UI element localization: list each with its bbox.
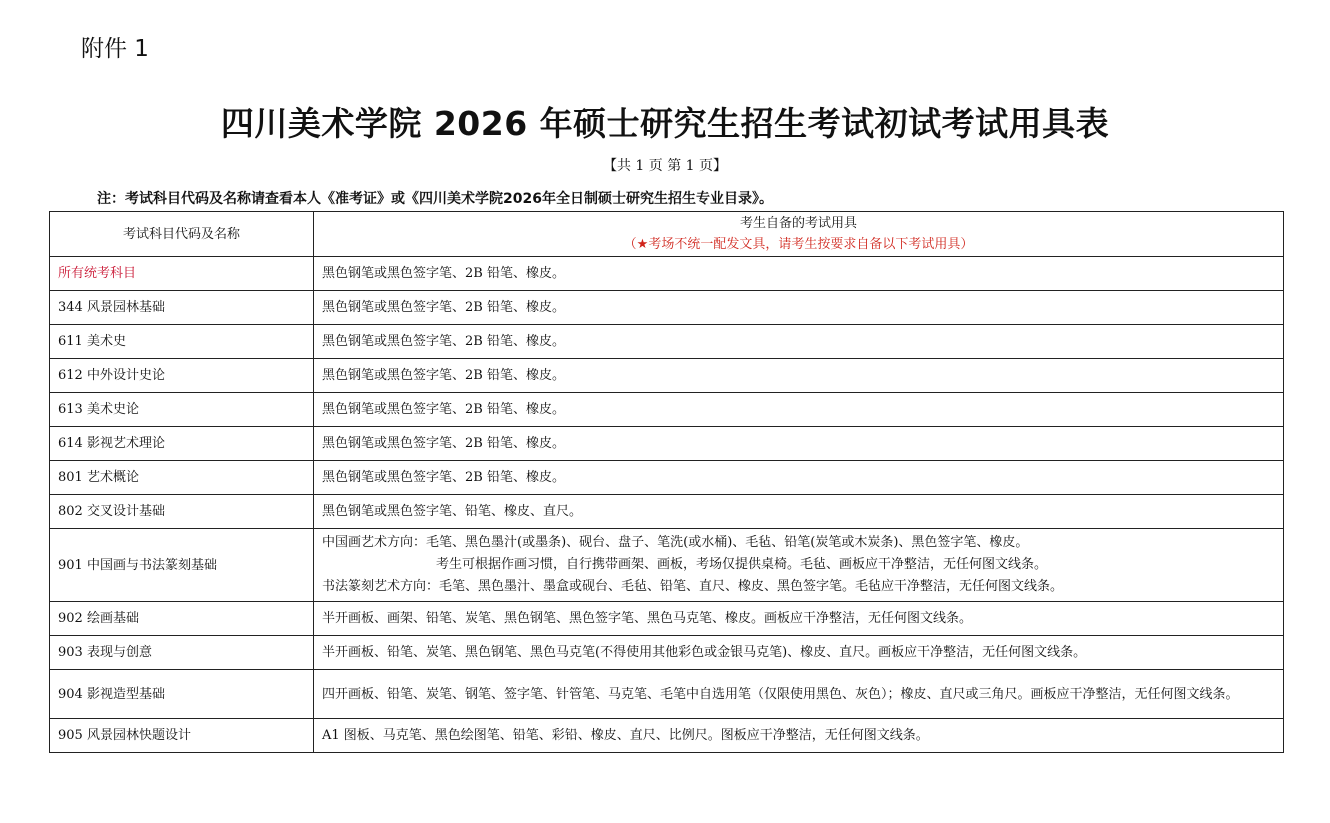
row-tools: 黑色钢笔或黑色签字笔、铅笔、橡皮、直尺。 <box>314 495 1284 529</box>
row-code: 613 美术史论 <box>50 393 314 427</box>
row-code: 344 风景园林基础 <box>50 291 314 325</box>
row-tools: 黑色钢笔或黑色签字笔、2B 铅笔、橡皮。 <box>314 325 1284 359</box>
row-code: 所有统考科目 <box>50 257 314 291</box>
row-tools: A1 图板、马克笔、黑色绘图笔、铅笔、彩铅、橡皮、直尺、比例尺。图板应干净整洁，无任何图文线条。 <box>314 719 1284 753</box>
row-code: 802 交叉设计基础 <box>50 495 314 529</box>
row-tools: 半开画板、画架、铅笔、炭笔、黑色钢笔、黑色签字笔、黑色马克笔、橡皮。画板应干净整洁，无任何图文线条。 <box>314 602 1284 636</box>
row-code: 903 表现与创意 <box>50 636 314 670</box>
table-header-row <box>50 212 1284 257</box>
table-row <box>50 719 1284 753</box>
table-row <box>50 636 1284 670</box>
row-code: 902 绘画基础 <box>50 602 314 636</box>
attachment-label: 附件 1 <box>81 36 149 62</box>
row-tools-multiline <box>314 529 1284 602</box>
header-code: 考试科目代码及名称 <box>50 212 314 257</box>
table-row <box>50 291 1284 325</box>
page-info: 【共 1 页 第 1 页】 <box>602 158 728 174</box>
table-row <box>50 359 1284 393</box>
row-tools: 黑色钢笔或黑色签字笔、2B 铅笔、橡皮。 <box>314 427 1284 461</box>
table-row <box>50 529 1284 602</box>
row-code: 611 美术史 <box>50 325 314 359</box>
table-row <box>50 427 1284 461</box>
row-code: 901 中国画与书法篆刻基础 <box>50 529 314 602</box>
table-row <box>50 325 1284 359</box>
row-code: 614 影视艺术理论 <box>50 427 314 461</box>
table-row <box>50 495 1284 529</box>
row-tools: 黑色钢笔或黑色签字笔、2B 铅笔、橡皮。 <box>314 257 1284 291</box>
document-title: 四川美术学院 2026 年硕士研究生招生考试初试考试用具表 <box>220 104 1110 143</box>
table-row <box>50 602 1284 636</box>
row-tools: 黑色钢笔或黑色签字笔、2B 铅笔、橡皮。 <box>314 461 1284 495</box>
row-code: 905 风景园林快题设计 <box>50 719 314 753</box>
exam-tools-table <box>49 211 1284 753</box>
row-tools: 黑色钢笔或黑色签字笔、2B 铅笔、橡皮。 <box>314 359 1284 393</box>
header-tools-label: 考生自备的考试用具 <box>739 216 857 231</box>
row-tools: 黑色钢笔或黑色签字笔、2B 铅笔、橡皮。 <box>314 393 1284 427</box>
table-row <box>50 461 1284 495</box>
row-code: 801 艺术概论 <box>50 461 314 495</box>
row-code: 612 中外设计史论 <box>50 359 314 393</box>
header-tools-note: （★考场不统一配发文具，请考生按要求自备以下考试用具） <box>623 237 974 252</box>
tools-line: 考生可根据作画习惯，自行携带画架、画板，考场仅提供桌椅。毛毡、画板应干净整洁，无任何图文线条。 <box>436 557 1048 572</box>
table-row <box>50 257 1284 291</box>
table-row <box>50 670 1284 719</box>
row-code: 904 影视造型基础 <box>50 670 314 719</box>
row-tools: 半开画板、铅笔、炭笔、黑色钢笔、黑色马克笔(不得使用其他彩色或金银马克笔)、橡皮、直尺。画板应干净整洁，无任何图文线条。 <box>314 636 1284 670</box>
row-tools: 四开画板、铅笔、炭笔、钢笔、签字笔、针管笔、马克笔、毛笔中自选用笔（仅限使用黑色、灰色）；橡皮、直尺或三角尺。画板应干净整洁，无任何图文线条。 <box>314 670 1284 719</box>
note-text: 注：考试科目代码及名称请查看本人《准考证》或《四川美术学院2026年全日制硕士研究生招生专业目录》。 <box>97 191 773 207</box>
tools-line: 中国画艺术方向：毛笔、黑色墨汁(或墨条)、砚台、盘子、笔洗(或水桶)、毛毡、铅笔(炭笔或木炭条)、黑色签字笔、橡皮。 <box>322 535 1029 550</box>
header-tools <box>314 212 1284 257</box>
table-row <box>50 393 1284 427</box>
tools-line: 书法篆刻艺术方向：毛笔、黑色墨汁、墨盒或砚台、毛毡、铅笔、直尺、橡皮、黑色签字笔。毛毡应干净整洁，无任何图文线条。 <box>322 579 1064 594</box>
row-tools: 黑色钢笔或黑色签字笔、2B 铅笔、橡皮。 <box>314 291 1284 325</box>
